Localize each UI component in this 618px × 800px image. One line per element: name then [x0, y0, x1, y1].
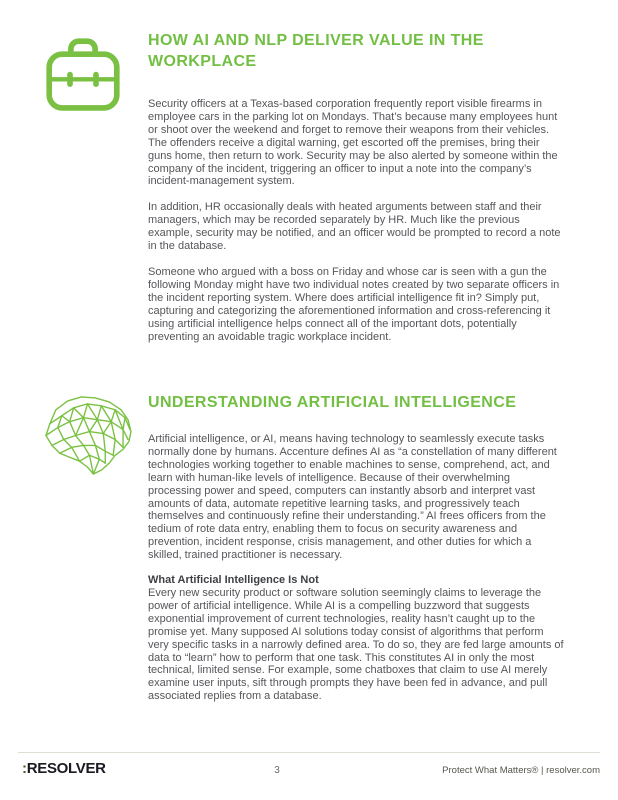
sub-heading: What Artificial Intelligence Is Not	[148, 574, 319, 587]
briefcase-icon	[44, 36, 122, 114]
page-number: 3	[274, 765, 280, 776]
body-paragraph: Security officers at a Texas-based corporation frequently report visible firearms in employee cars in the parking lot on Mondays. That’s because many employees hunt or shoot over the weekend and forget to remove their weapons from their vehicles. The offenders receive a digital warning, get escorted off the premises, bring their guns home, then return to work. Security may be also alerted by someone within the company of the incident, triggering an officer to input a note into the company’s incident-management system.	[148, 98, 558, 188]
body-paragraph: Artificial intelligence, or AI, means having technology to seamlessly execute tasks normally done by humans. Accenture defines AI as “a constellation of many different technologies working together to enable machines to sense, comprehend, act, and learn with human-like levels of intelligence. Because of their overwhelming processing power and speed, computers can instantly absorb and interpret vast amounts of data, automate repetitive learning tasks, and progressively teach themselves and continuously refine their understanding.” AI frees officers from the tedium of rote data entry, enabling them to focus on security awareness and prevention, incident response, crisis management, and other duties for which a skilled, trained practitioner is necessary.	[148, 433, 557, 562]
logo-colon: :	[22, 760, 27, 777]
page-footer	[22, 760, 600, 778]
section-workplace	[148, 30, 566, 356]
section-heading: HOW AI AND NLP DELIVER VALUE IN THE WORKPLACE	[148, 32, 484, 70]
logo-text: RESOLVER	[26, 760, 106, 777]
body-paragraph: In addition, HR occasionally deals with heated arguments between staff and their managers, which may be recorded separately by HR. Much like the previous example, security may be notified, and an officer would be prompted to record a note in the database.	[148, 201, 561, 253]
resolver-logo	[22, 760, 106, 777]
body-paragraph: Someone who argued with a boss on Friday and whose car is seen with a gun the following Monday might have two individual notes created by two separate officers in the incident reporting system. Where does artificial intelligence fit in? Simply put, capturing and categorizing the aforementioned information and cross-referencing it using artificial intelligence helps connect all of the important dots, potentially preventing an avoidable tragic workplace incident.	[148, 265, 560, 343]
brain-icon	[36, 394, 135, 478]
section-heading: UNDERSTANDING ARTIFICIAL INTELLIGENCE	[148, 394, 517, 411]
body-paragraph: Every new security product or software solution seemingly claims to leverage the power of artificial intelligence. While AI is a compelling buzzword that suggests exponential improvement of current technologies, reality hasn’t caught up to the promise yet. Many supposed AI solutions today consist of algorithms that perform very specific tasks in a narrowly defined area. To do so, they are fed large amounts of data to “learn” how to perform that one task. This constitutes AI in only the most technical, limited sense. For example, some chatboxes that claim to use AI merely examine user inputs, sift through prompts they have been fed in advance, and pull associated replies from a database.	[148, 586, 564, 703]
footer-divider	[18, 752, 600, 753]
footer-tagline: Protect What Matters® | resolver.com	[442, 765, 600, 776]
section-understanding-ai	[148, 392, 566, 716]
